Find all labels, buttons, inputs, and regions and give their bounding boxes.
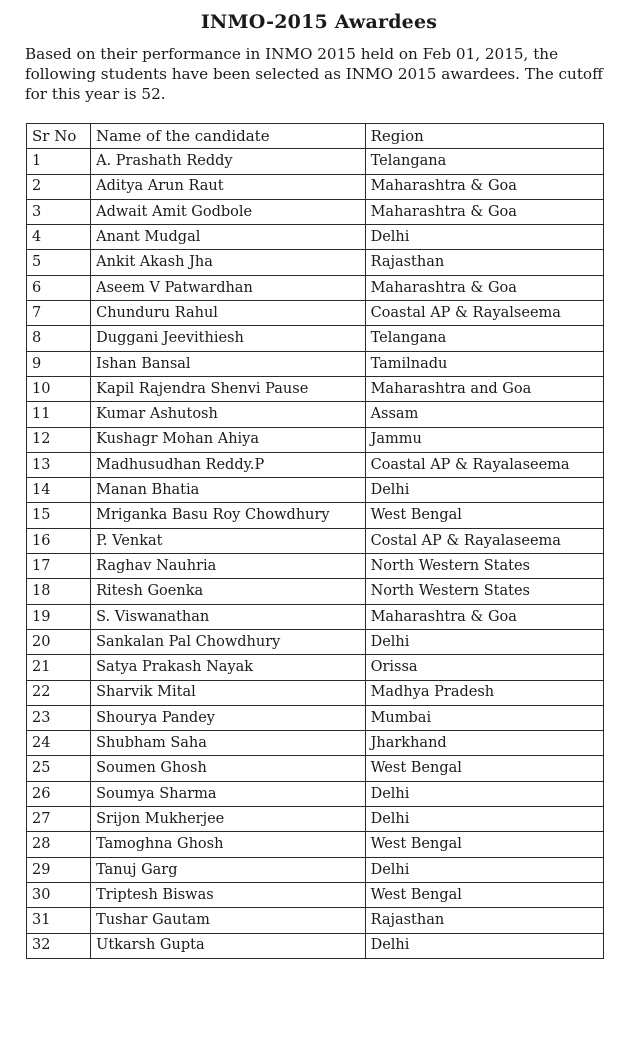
cell-region: Orissa: [365, 655, 603, 680]
table-row: [27, 199, 604, 224]
cell-region: Costal AP & Rayalaseema: [365, 528, 603, 553]
cell-region: West Bengal: [365, 756, 603, 781]
table-row: [27, 503, 604, 528]
cell-region: Delhi: [365, 629, 603, 654]
cell-region: Delhi: [365, 857, 603, 882]
table-row: [27, 807, 604, 832]
cell-region: Delhi: [365, 225, 603, 250]
cell-region: West Bengal: [365, 503, 603, 528]
cell-candidate-name: Ritesh Goenka: [91, 579, 365, 604]
table-row: [27, 731, 604, 756]
cell-region: Maharashtra & Goa: [365, 604, 603, 629]
cell-sr-no: 15: [27, 503, 91, 528]
cell-region: Delhi: [365, 807, 603, 832]
cell-sr-no: 3: [27, 199, 91, 224]
cell-candidate-name: Duggani Jeevithiesh: [91, 326, 365, 351]
table-row: [27, 579, 604, 604]
table-row: [27, 832, 604, 857]
cell-sr-no: 5: [27, 250, 91, 275]
cell-sr-no: 25: [27, 756, 91, 781]
table-row: [27, 402, 604, 427]
cell-candidate-name: Aseem V Patwardhan: [91, 275, 365, 300]
cell-region: Mumbai: [365, 705, 603, 730]
cell-region: Delhi: [365, 781, 603, 806]
table-row: [27, 705, 604, 730]
cell-sr-no: 2: [27, 174, 91, 199]
cell-region: Delhi: [365, 478, 603, 503]
table-row: [27, 528, 604, 553]
cell-candidate-name: S. Viswanathan: [91, 604, 365, 629]
cell-region: North Western States: [365, 579, 603, 604]
cell-region: Maharashtra & Goa: [365, 199, 603, 224]
cell-sr-no: 22: [27, 680, 91, 705]
cell-region: Telangana: [365, 149, 603, 174]
cell-sr-no: 6: [27, 275, 91, 300]
cell-candidate-name: Ishan Bansal: [91, 351, 365, 376]
cell-region: Assam: [365, 402, 603, 427]
table-row: [27, 225, 604, 250]
cell-sr-no: 20: [27, 629, 91, 654]
cell-sr-no: 4: [27, 225, 91, 250]
cell-sr-no: 31: [27, 908, 91, 933]
cell-candidate-name: Utkarsh Gupta: [91, 933, 365, 958]
cell-candidate-name: Shourya Pandey: [91, 705, 365, 730]
cell-sr-no: 16: [27, 528, 91, 553]
cell-candidate-name: Raghav Nauhria: [91, 554, 365, 579]
table-row: [27, 301, 604, 326]
cell-sr-no: 13: [27, 452, 91, 477]
cell-region: Rajasthan: [365, 250, 603, 275]
cell-candidate-name: Kumar Ashutosh: [91, 402, 365, 427]
cell-sr-no: 23: [27, 705, 91, 730]
table-row: [27, 250, 604, 275]
table-row: [27, 452, 604, 477]
table-row: [27, 781, 604, 806]
cell-candidate-name: Manan Bhatia: [91, 478, 365, 503]
cell-region: Telangana: [365, 326, 603, 351]
table-row: [27, 427, 604, 452]
cell-sr-no: 1: [27, 149, 91, 174]
cell-region: Maharashtra and Goa: [365, 376, 603, 401]
table-row: [27, 680, 604, 705]
cell-sr-no: 17: [27, 554, 91, 579]
cell-region: Maharashtra & Goa: [365, 174, 603, 199]
cell-candidate-name: Aditya Arun Raut: [91, 174, 365, 199]
cell-sr-no: 24: [27, 731, 91, 756]
table-row: [27, 376, 604, 401]
table-row: [27, 554, 604, 579]
cell-candidate-name: Shubham Saha: [91, 731, 365, 756]
cell-candidate-name: Kushagr Mohan Ahiya: [91, 427, 365, 452]
table-row: [27, 908, 604, 933]
header-sr-no: Sr No: [27, 124, 91, 149]
cell-region: Rajasthan: [365, 908, 603, 933]
cell-region: Jammu: [365, 427, 603, 452]
cell-sr-no: 14: [27, 478, 91, 503]
cell-candidate-name: Soumya Sharma: [91, 781, 365, 806]
cell-candidate-name: Soumen Ghosh: [91, 756, 365, 781]
cell-sr-no: 27: [27, 807, 91, 832]
cell-sr-no: 29: [27, 857, 91, 882]
cell-candidate-name: Triptesh Biswas: [91, 882, 365, 907]
header-candidate-name: Name of the candidate: [91, 124, 365, 149]
cell-region: West Bengal: [365, 832, 603, 857]
header-region: Region: [365, 124, 603, 149]
cell-sr-no: 28: [27, 832, 91, 857]
cell-sr-no: 21: [27, 655, 91, 680]
cell-region: Jharkhand: [365, 731, 603, 756]
cell-region: Madhya Pradesh: [365, 680, 603, 705]
cell-sr-no: 9: [27, 351, 91, 376]
cell-candidate-name: Madhusudhan Reddy.P: [91, 452, 365, 477]
cell-sr-no: 10: [27, 376, 91, 401]
cell-sr-no: 11: [27, 402, 91, 427]
awardees-table: [26, 123, 604, 959]
cell-region: West Bengal: [365, 882, 603, 907]
cell-candidate-name: Tanuj Garg: [91, 857, 365, 882]
cell-candidate-name: Ankit Akash Jha: [91, 250, 365, 275]
cell-candidate-name: Srijon Mukherjee: [91, 807, 365, 832]
cell-candidate-name: Satya Prakash Nayak: [91, 655, 365, 680]
cell-region: North Western States: [365, 554, 603, 579]
table-row: [27, 478, 604, 503]
cell-candidate-name: Tamoghna Ghosh: [91, 832, 365, 857]
cell-sr-no: 12: [27, 427, 91, 452]
cell-sr-no: 26: [27, 781, 91, 806]
table-row: [27, 149, 604, 174]
cell-candidate-name: Chunduru Rahul: [91, 301, 365, 326]
table-row: [27, 604, 604, 629]
table-row: [27, 174, 604, 199]
table-row: [27, 882, 604, 907]
cell-sr-no: 18: [27, 579, 91, 604]
cell-candidate-name: A. Prashath Reddy: [91, 149, 365, 174]
cell-sr-no: 7: [27, 301, 91, 326]
intro-paragraph: Based on their performance in INMO 2015 held on Feb 01, 2015, the following students have been selected as INMO 2015 awardees. The cutoff for this year is 52.: [25, 45, 603, 103]
cell-sr-no: 30: [27, 882, 91, 907]
table-row: [27, 857, 604, 882]
table-row: [27, 351, 604, 376]
cell-candidate-name: Mriganka Basu Roy Chowdhury: [91, 503, 365, 528]
cell-region: Delhi: [365, 933, 603, 958]
cell-candidate-name: P. Venkat: [91, 528, 365, 553]
table-row: [27, 629, 604, 654]
table-row: [27, 655, 604, 680]
table-header-row: [27, 124, 604, 149]
table-row: [27, 756, 604, 781]
cell-candidate-name: Tushar Gautam: [91, 908, 365, 933]
cell-candidate-name: Sharvik Mital: [91, 680, 365, 705]
table-row: [27, 326, 604, 351]
cell-region: Tamilnadu: [365, 351, 603, 376]
cell-region: Maharashtra & Goa: [365, 275, 603, 300]
cell-candidate-name: Anant Mudgal: [91, 225, 365, 250]
cell-sr-no: 19: [27, 604, 91, 629]
page-title: INMO-2015 Awardees: [200, 11, 438, 33]
cell-region: Coastal AP & Rayalaseema: [365, 452, 603, 477]
cell-sr-no: 32: [27, 933, 91, 958]
cell-sr-no: 8: [27, 326, 91, 351]
cell-candidate-name: Kapil Rajendra Shenvi Pause: [91, 376, 365, 401]
table-row: [27, 933, 604, 958]
cell-candidate-name: Sankalan Pal Chowdhury: [91, 629, 365, 654]
cell-candidate-name: Adwait Amit Godbole: [91, 199, 365, 224]
table-row: [27, 275, 604, 300]
cell-region: Coastal AP & Rayalseema: [365, 301, 603, 326]
